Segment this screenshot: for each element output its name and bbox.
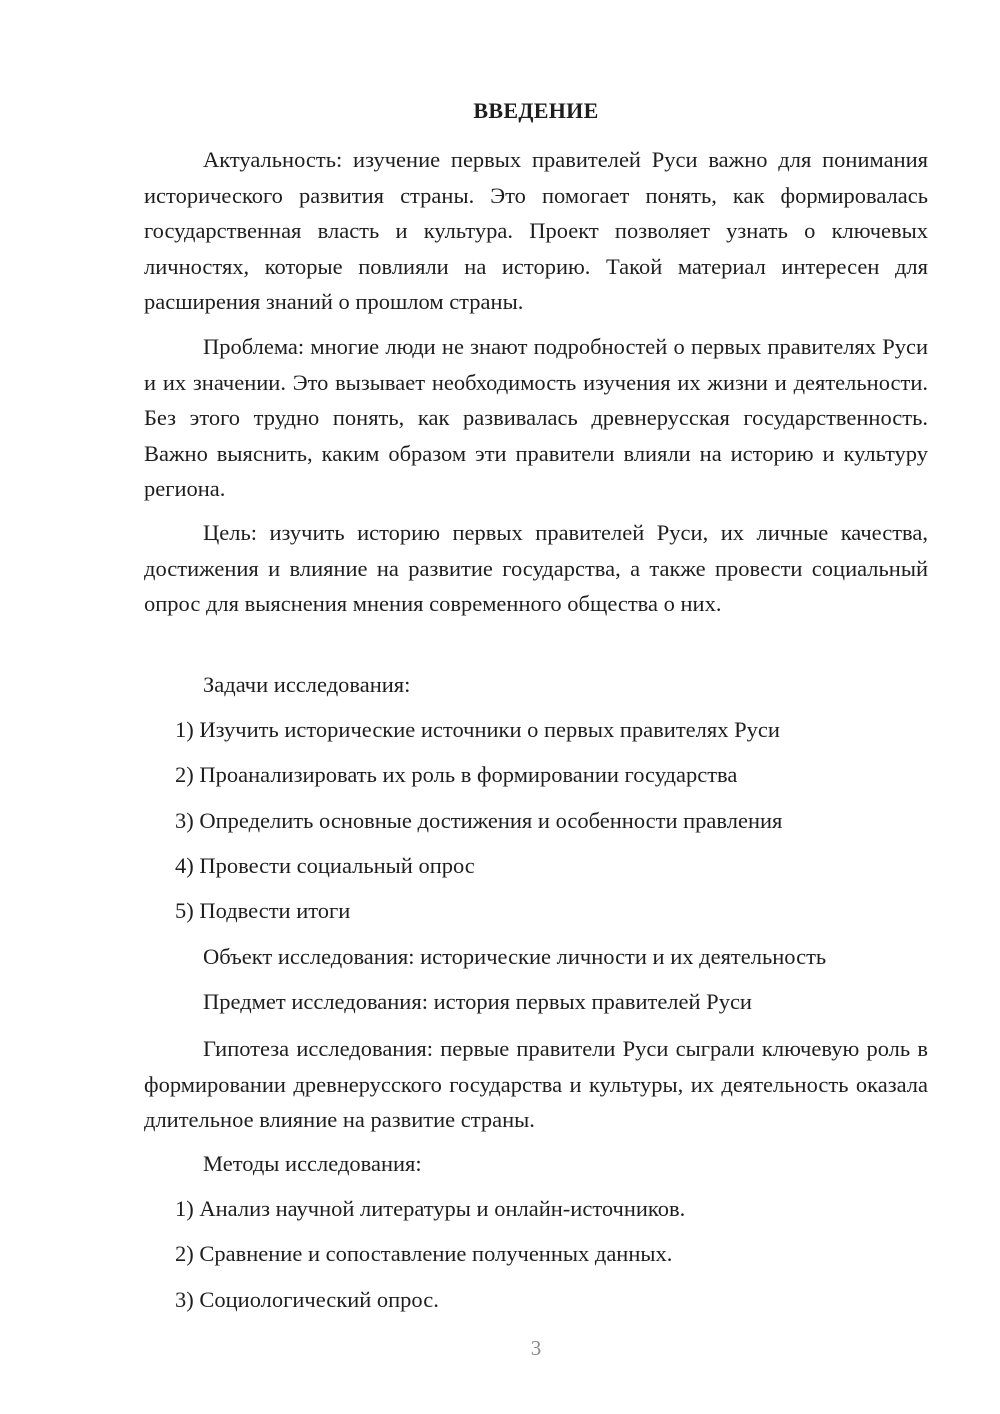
task-item: 1) Изучить исторические источники о первых правителях Руси (175, 717, 780, 742)
task-item: 3) Определить основные достижения и особенности правления (175, 808, 783, 833)
research-subject: Предмет исследования: история первых правителей Руси (203, 989, 752, 1014)
tasks-heading: Задачи исследования: (203, 672, 411, 697)
task-item: 5) Подвести итоги (175, 898, 351, 923)
goal-paragraph: Цель: изучить историю первых правителей Руси, их личные качества, достижения и влияние на развитие государства, а также провести социальный опрос для выяснения мнения современного общества о них. (144, 520, 928, 616)
hypothesis-paragraph: Гипотеза исследования: первые правители Руси сыграли ключевую роль в формировании древнерусского государства и культуры, их деятельность оказала длительное влияние на развитие страны. (144, 1036, 928, 1132)
page-title: ВВЕДЕНИЕ (473, 98, 599, 123)
problem-paragraph: Проблема: многие люди не знают подробностей о первых правителях Руси и их значении. Это вызывает необходимость изучения их жизни и деятельности. Без этого трудно понять, как развивалась древнерусская государственность. Важно выяснить, каким образом эти правители влияли на историю и культуру региона. (144, 334, 928, 501)
page-number: 3 (530, 1336, 542, 1360)
method-item: 1) Анализ научной литературы и онлайн-источников. (175, 1196, 686, 1221)
task-item: 2) Проанализировать их роль в формировании государства (175, 762, 738, 787)
methods-heading: Методы исследования: (203, 1151, 422, 1176)
relevance-paragraph: Актуальность: изучение первых правителей Руси важно для понимания исторического развития страны. Это помогает понять, как формировалась государственная власть и культура. Проект позволяет узнать о ключевых личностях, которые повлияли на историю. Такой материал интересен для расширения знаний о прошлом страны. (144, 147, 928, 314)
research-object: Объект исследования: исторические личности и их деятельность (203, 944, 827, 969)
method-item: 3) Социологический опрос. (175, 1287, 439, 1312)
task-item: 4) Провести социальный опрос (175, 853, 475, 878)
method-item: 2) Сравнение и сопоставление полученных данных. (175, 1241, 673, 1266)
